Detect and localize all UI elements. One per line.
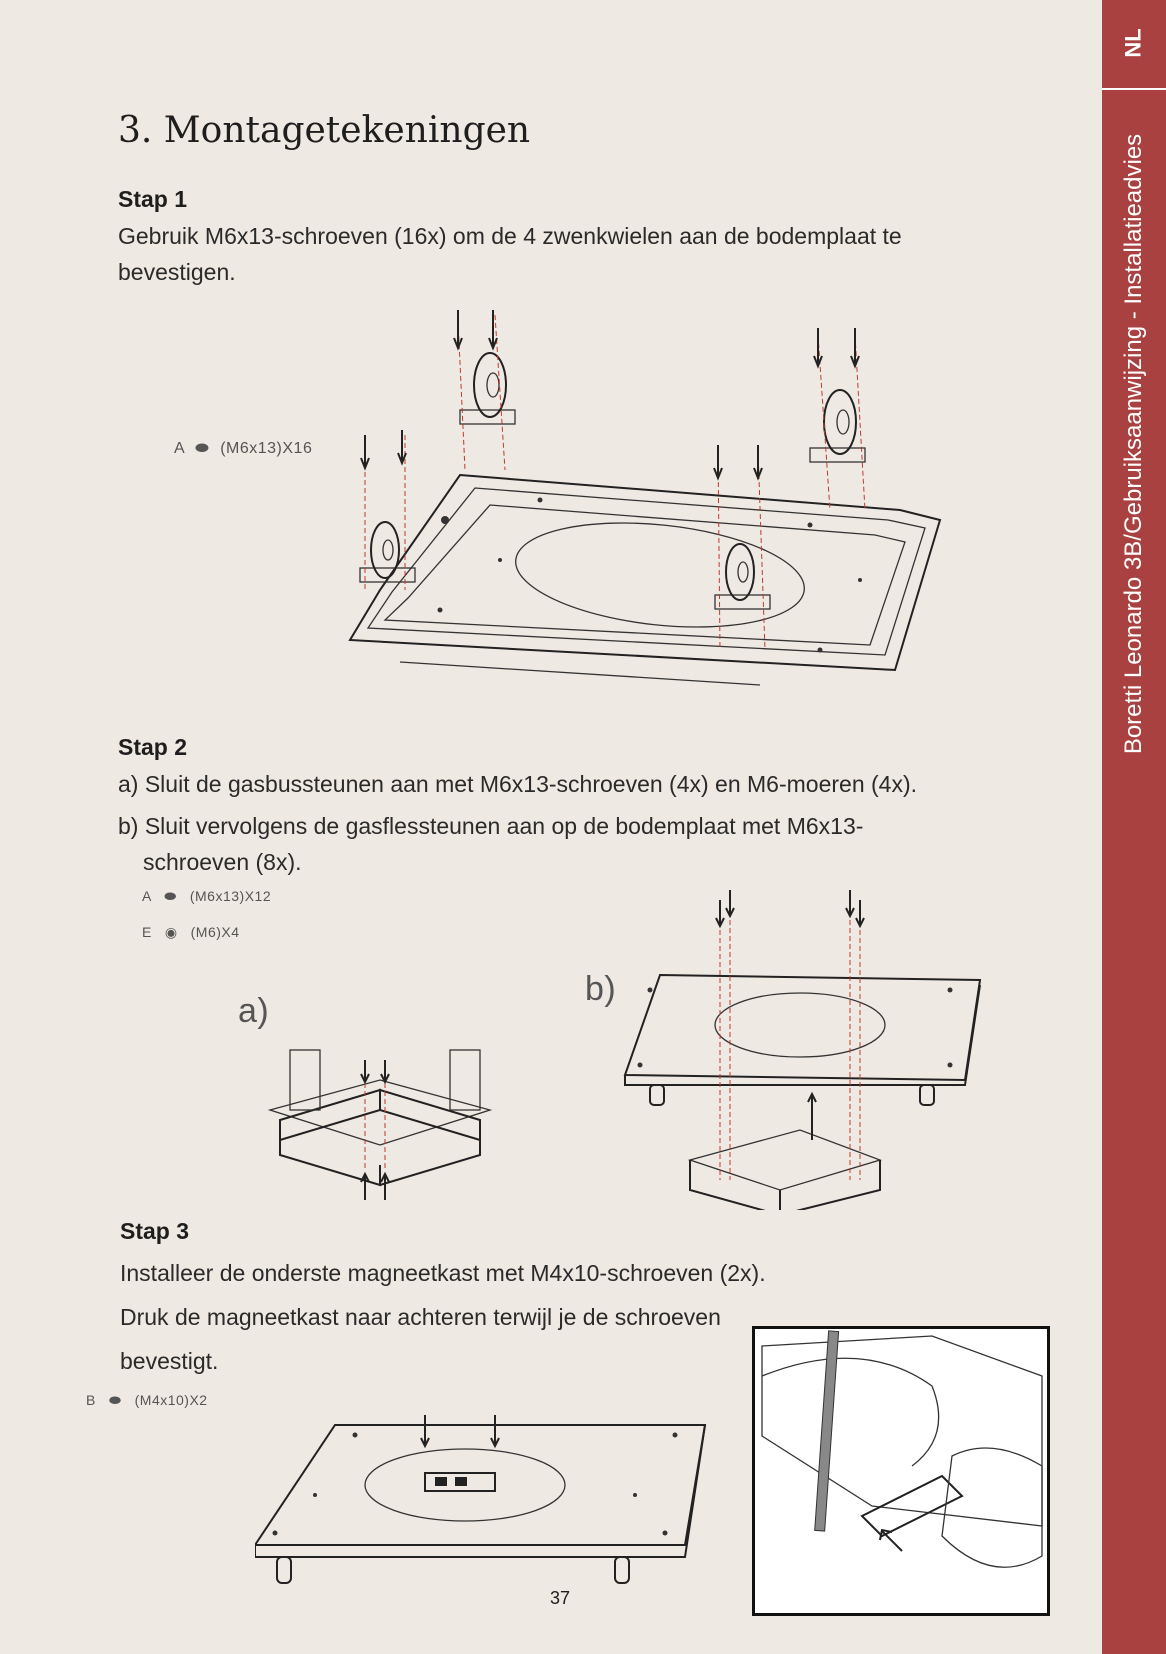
step1-heading: Stap 1 [118, 186, 188, 212]
part-letter: A [142, 888, 152, 904]
part-spec: (M6)X4 [190, 924, 240, 940]
figure-b-label: b) [585, 970, 617, 1008]
part-spec: (M4x10)X2 [134, 1392, 208, 1408]
sidebar-title: Boretti Leonardo 3B/Gebruiksaanwijzing - Installatieadvies [1120, 133, 1147, 755]
step3-heading: Stap 3 [120, 1218, 190, 1244]
step1-part-label [174, 440, 312, 458]
sidebar-divider [1102, 88, 1166, 90]
step3-line3: bevestigt. [120, 1348, 219, 1374]
step3-diagram [255, 1405, 720, 1595]
step2-item-b: b) Sluit vervolgens de gasflessteunen aan op de bodemplaat met M6x13-schroeven (8x). [118, 813, 864, 875]
part-letter: B [86, 1392, 96, 1408]
language-label: NL [1120, 28, 1146, 58]
step1-diagram [340, 310, 960, 730]
nut-icon: ◉ [164, 924, 178, 940]
part-letter: E [142, 924, 152, 940]
part-spec: (M6x13)X16 [220, 440, 313, 457]
step3-line1: Installeer de onderste magneetkast met M4x10-schroeven (2x). [120, 1260, 766, 1286]
page-number: 37 [549, 1588, 571, 1608]
screw-icon: ⬬ [164, 888, 177, 904]
step3-part-label [86, 1392, 208, 1409]
screw-icon: ⬬ [109, 1392, 122, 1408]
part-spec: (M6x13)X12 [189, 888, 272, 904]
step3-detail-image [752, 1326, 1050, 1616]
step2-item-a: a) Sluit de gasbussteunen aan met M6x13-schroeven (4x) en M6-moeren (4x). [118, 771, 918, 797]
step2-heading: Stap 2 [118, 734, 188, 760]
step2b-diagram [620, 880, 1000, 1210]
screw-icon: ⬬ [195, 440, 210, 457]
step2-part-label-a [142, 888, 271, 905]
step2-part-label-e [142, 924, 240, 941]
caster-back-left [460, 353, 515, 424]
caster-front-right [715, 544, 770, 609]
figure-a-label: a) [238, 992, 270, 1030]
page-title: 3. Montagetekeningen [118, 110, 531, 151]
step1-text: Gebruik M6x13-schroeven (16x) om de 4 zwenkwielen aan de bodemplaat te bevestigen. [118, 223, 902, 285]
step2a-diagram [260, 1030, 500, 1210]
part-letter: A [174, 440, 185, 457]
caster-back-right [810, 390, 865, 462]
step3-line2: Druk de magneetkast naar achteren terwijl je de schroeven [120, 1304, 721, 1330]
